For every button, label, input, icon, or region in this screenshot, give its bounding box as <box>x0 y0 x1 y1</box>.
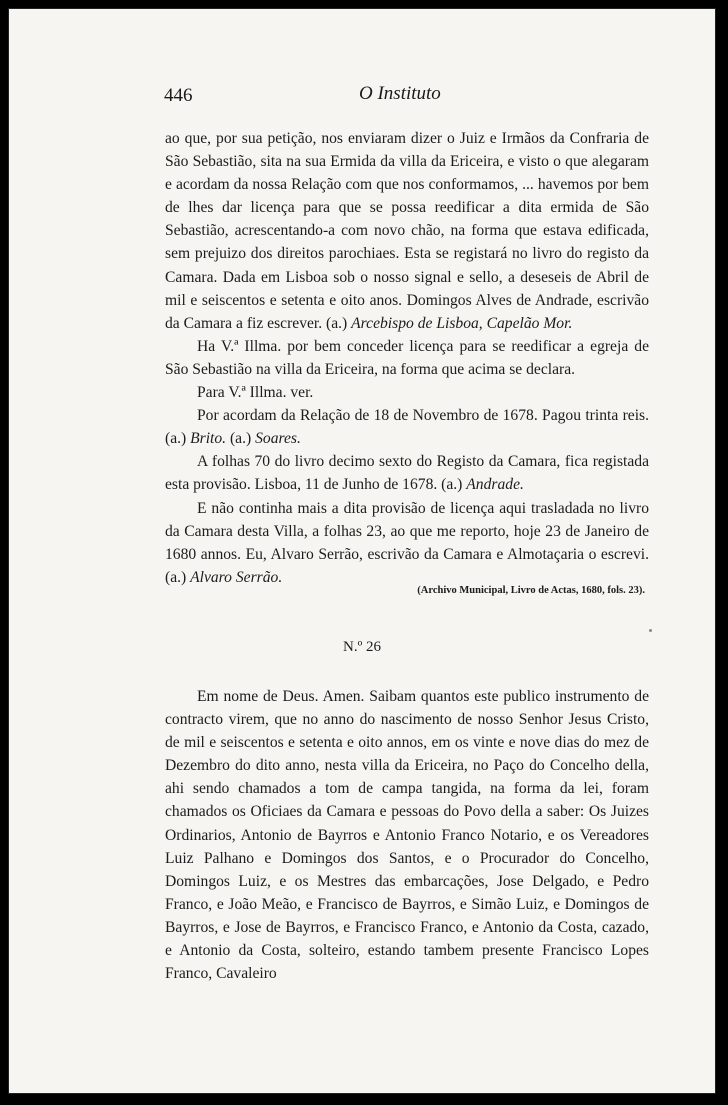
paragraph: E não continha mais a dita provisão de licença aqui trasladada no livro da Camara desta Villa, a folhas 23, ao que me reporto, hoje 23 de Janeiro de 1680 annos. Eu, Alvaro Serrão, escrivão da Camara e Almotaçaria o escrevi. (a.) Alvaro Serrão. <box>165 499 649 586</box>
document-page <box>8 8 716 1094</box>
document-body-top <box>165 127 649 589</box>
paragraph: A folhas 70 do livro decimo sexto do Registo da Camara, fica registada esta provisão. Lisboa, 11 de Junho de 1678. (a.) Andrade. <box>165 453 649 494</box>
page-header <box>9 83 715 111</box>
source-citation: (Archivo Municipal, Livro de Actas, 1680, fols. 23). <box>417 585 645 596</box>
document-number-heading: N.º 26 <box>343 639 381 655</box>
page-speck <box>649 629 652 632</box>
paragraph: Ha V.ª Illma. por bem conceder licença para se reedificar a egreja de São Sebastião na villa da Ericeira, na forma que acima se declara. <box>165 337 649 378</box>
paragraph: Por acordam da Relação de 18 de Novembro de 1678. Pagou trinta reis. (a.) Brito. (a.) Soares. <box>165 407 649 448</box>
document-body-bottom <box>165 685 649 985</box>
running-title: O Instituto <box>359 83 441 104</box>
paragraph: Em nome de Deus. Amen. Saibam quantos este publico instrumento de contracto virem, que no anno do nascimento de nosso Senhor Jesus Cristo, de mil e seiscentos e setenta e oito annos, em os vinte e nove dias do mez de Dezembro do dito anno, nesta villa da Ericeira, no Paço do Concelho della, ahi sendo chamados a tom de campa tangida, na forma da lei, foram chamados os Oficiaes da Camara e pessoas do Povo della a saber: Os Juizes Ordinarios, Antonio de Bayrros e Antonio Franco Notario, e os Vereadores Luiz Palhano e Domingos dos Santos, e o Procurador do Concelho, Domingos Luiz, e os Mestres das embarcações, Jose Delgado, e Pedro Franco, e João Meão, e Francisco de Bayrros, e Simão Luiz, e Domingos de Bayrros, e Jose de Bayrros, e Francisco Franco, e Antonio da Costa, cazado, e Antonio da Costa, solteiro, estando tambem presente Francisco Lopes Franco, Cavaleiro <box>165 688 649 983</box>
paragraph: Para V.ª Illma. ver. <box>197 384 314 402</box>
paragraph: ao que, por sua petição, nos enviaram dizer o Juiz e Irmãos da Confraria de São Sebastião, sita na sua Ermida da villa da Ericeira, e visto o que alegaram e acordam da nossa Relação com que nos conformamos, ... havemos por bem de lhes dar licença para que se possa reedificar a dita ermida de São Sebastião, acrescentando-a com novo chão, na forma que estava edificada, sem prejuizo dos direitos parochiaes. Esta se registará no livro do registo da Camara. Dada em Lisboa sob o nosso signal e sello, a deseseis de Abril de mil e seiscentos e setenta e oito anos. Domingos Alves de Andrade, escrivão da Camara a fiz escrever. (a.) Arcebispo de Lisboa, Capelão Mor. <box>165 130 649 332</box>
page-number: 446 <box>164 85 193 106</box>
